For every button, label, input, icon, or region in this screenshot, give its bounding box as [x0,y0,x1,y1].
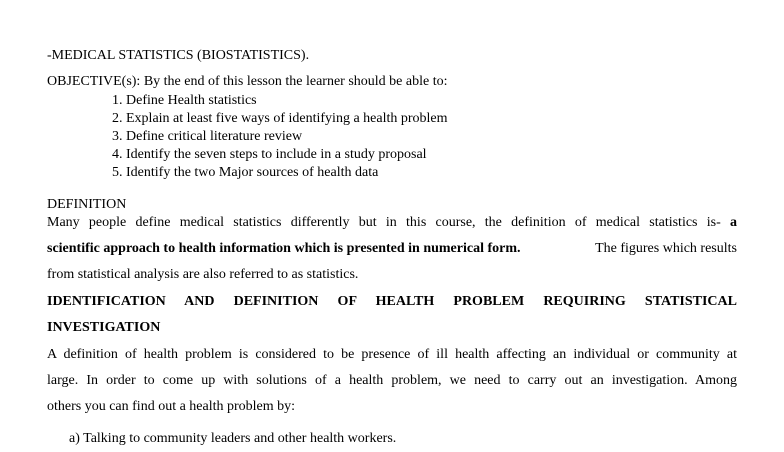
identification-line: large. In order to come up with solutions of a health problem, we need to carry out an investigation. Among [47,373,737,388]
definition-bold-start: a [730,215,737,230]
objective-item: 2. Explain at least five ways of identifying a health problem [112,111,448,126]
identification-line: A definition of health problem is considered to be presence of ill health affecting an individual or community at [47,347,737,362]
definition-line [47,236,737,262]
objectives-list [112,92,448,182]
objective-item: 5. Identify the two Major sources of health data [112,165,379,180]
document-title: -MEDICAL STATISTICS (BIOSTATISTICS). [47,48,310,63]
identification-heading-line: IDENTIFICATION AND DEFINITION OF HEALTH PROBLEM REQUIRING STATISTICAL [47,294,737,309]
identification-line: others you can find out a health problem by: [47,399,296,414]
definition-line: from statistical analysis are also referred to as statistics. [47,267,359,282]
definition-bold-text: scientific approach to health information which is presented in numerical form. [47,241,521,256]
identification-heading-line: INVESTIGATION [47,320,161,335]
objective-item: 1. Define Health statistics [112,93,257,108]
definition-heading: DEFINITION [47,197,127,212]
objective-item: 4. Identify the seven steps to include in a study proposal [112,147,427,162]
identification-heading [47,289,737,341]
definition-text: The figures which results [595,241,737,256]
definition-line [47,210,737,236]
identification-paragraph [47,342,737,420]
definition-paragraph [47,210,737,288]
objective-intro: OBJECTIVE(s): By the end of this lesson the learner should be able to: [47,74,448,89]
objective-item: 3. Define critical literature review [112,129,303,144]
identification-list [69,426,396,452]
definition-text: Many people define medical statistics differently but in this course, the definition of medical statistics is- [47,215,721,230]
list-item: a) Talking to community leaders and other health workers. [69,431,397,446]
